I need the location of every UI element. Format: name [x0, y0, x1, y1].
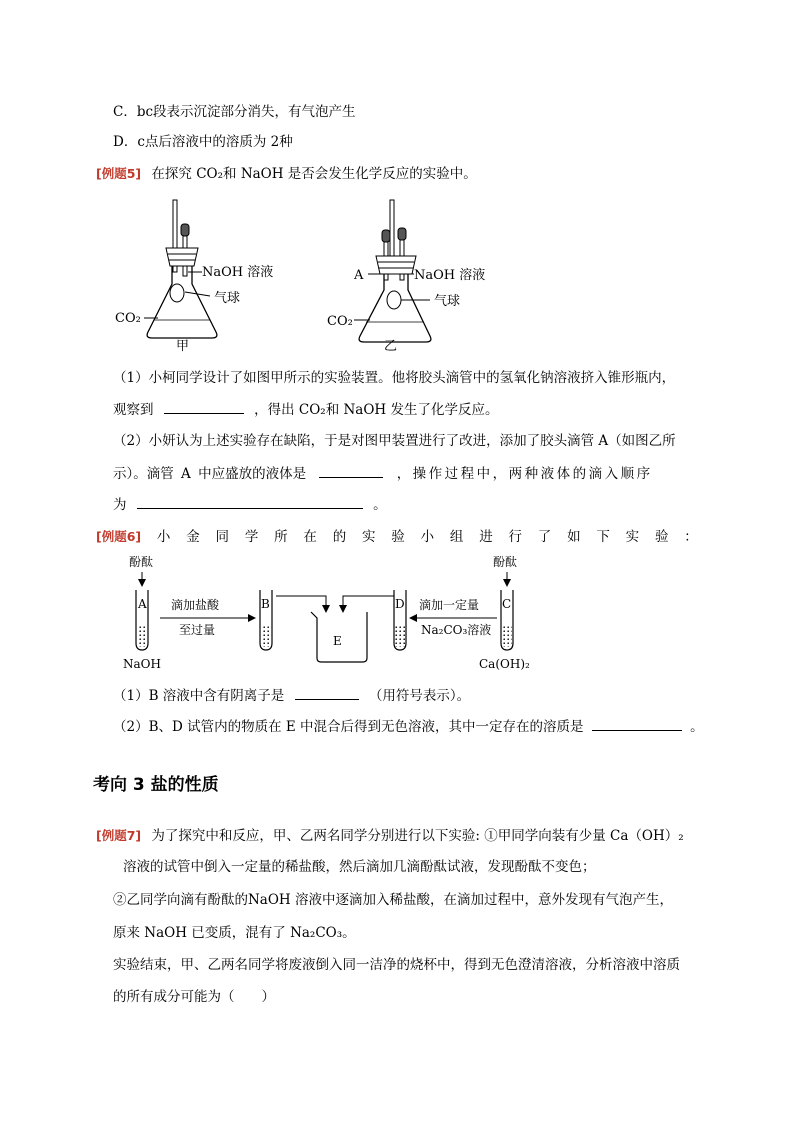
ex5-q1-line1: （1）小柯同学设计了如图甲所示的实验装置。他将胶头滴管中的氢氧化钠溶液挤入锥形瓶内，: [113, 370, 676, 386]
apparatus-figure-jia: [110, 192, 300, 357]
ex6-q1-text-a: （1）B 溶液中含有阴离子是: [113, 688, 285, 704]
arrow1-top-label: 滴加盐酸: [171, 598, 220, 612]
jia-co2-label: CO₂: [115, 311, 141, 326]
example-5-heading: [96, 165, 477, 183]
ex5-q2-text-c: 为: [113, 497, 127, 513]
beaker-e-label: E: [333, 634, 342, 648]
ex6-intro-char: 同: [215, 529, 230, 545]
ex7-line6: 的所有成分可能为（ ）: [113, 989, 275, 1005]
yi-caption: 乙: [384, 339, 398, 354]
test-tube-diagram: [115, 550, 545, 678]
ex7-line3: ②乙同学向滴有酚酞的NaOH 溶液中逐滴加入稀盐酸，在滴加过程中，意外发现有气泡产生，: [113, 892, 673, 908]
ex6-intro-char: 所: [274, 529, 288, 545]
ex6-intro-char: 下: [596, 529, 610, 545]
option-d: D．c点后溶液中的溶质为 2种: [113, 134, 293, 150]
ex7-line4: 原来 NaOH 已变质，混有了 Na₂CO₃。: [113, 925, 356, 941]
ex5-q2-text-a: 示）。滴管 A 中应盛放的液体是: [113, 466, 307, 482]
example-7-line1: [96, 827, 684, 845]
ex5-q1-text-a: 观察到: [113, 402, 154, 418]
ex5-q2-line2: [113, 463, 653, 483]
example-6-heading: [96, 528, 698, 546]
tube-d-label: D: [395, 597, 405, 611]
ex6-q2-text-b: 。: [690, 719, 704, 735]
ex6-intro-char: 学: [244, 529, 259, 545]
ex6-intro-char: 实: [362, 529, 376, 545]
ex6-intro-char: 行: [508, 529, 522, 545]
tube-a-label: A: [138, 597, 147, 611]
ex6-intro-char: 验: [654, 529, 669, 545]
ex6-intro-char: 如: [567, 529, 581, 545]
phenol-right-label: 酚酞: [493, 555, 518, 569]
ex6-q2-answer-blank[interactable]: [592, 716, 682, 731]
yi-co2-label: CO₂: [327, 314, 353, 329]
caoh2-label: Ca(OH)₂: [479, 657, 530, 671]
ex6-q1: [113, 685, 470, 705]
ex6-intro-char: 实: [625, 529, 640, 545]
example-5-intro: 在探究 CO₂和 NaOH 是否会发生化学反应的实验中。: [151, 166, 477, 182]
ex5-q2-text-b: ，操作过程中，两种液体的滴入顺序: [396, 466, 653, 482]
ex5-q1-line2: [113, 399, 498, 419]
ex7-line2: 溶液的试管中倒入一定量的稀盐酸，然后滴加几滴酚酞试液，发现酚酞不变色；: [123, 859, 596, 875]
ex5-q2-answer-blank-1[interactable]: [319, 463, 383, 478]
example-5-tag: [例题5]: [96, 166, 142, 181]
option-c: C．bc段表示沉淀部分消失，有气泡产生: [113, 104, 356, 120]
jia-naoh-label: NaOH 溶液: [202, 265, 274, 280]
ex7-line5: 实验结束，甲、乙两名同学将废液倒入同一洁净的烧杯中，得到无色澄清溶液，分析溶液中溶质: [113, 957, 680, 973]
jia-caption: 甲: [176, 339, 190, 354]
jia-balloon-label: 气球: [214, 291, 241, 306]
ex5-q1-answer-blank[interactable]: [164, 399, 244, 414]
example-6-tag: [例题6]: [96, 529, 142, 544]
ex6-intro-char: 小: [420, 529, 435, 545]
ex6-intro-char: 了: [537, 529, 552, 545]
ex6-intro-char: 验: [391, 529, 405, 545]
tube-b-label: B: [261, 597, 270, 611]
apparatus-figure-yi: [324, 192, 524, 357]
ex5-q2-answer-blank-2[interactable]: [137, 494, 363, 509]
ex6-q2-text-a: （2）B、D 试管内的物质在 E 中混合后得到无色溶液，其中一定存在的溶质是: [113, 719, 584, 735]
example-7-tag: [例题7]: [96, 828, 142, 843]
ex6-intro-char: 组: [449, 529, 464, 545]
ex5-q2-line3: [113, 494, 387, 514]
yi-balloon-label: 气球: [434, 294, 461, 309]
tube-c-label: C: [502, 597, 512, 611]
ex6-q1-answer-blank[interactable]: [295, 685, 359, 700]
yi-naoh-label: NaOH 溶液: [414, 268, 486, 283]
ex6-intro-char: 的: [332, 529, 347, 545]
arrow1-bottom-label: 至过量: [179, 623, 216, 637]
ex6-intro-char: ：: [684, 529, 698, 545]
ex6-intro-char: 金: [186, 529, 200, 545]
ex6-intro-char: 小: [156, 529, 171, 545]
section-3-title: 考向 3 盐的性质: [93, 775, 219, 795]
naoh-label: NaOH: [123, 657, 161, 671]
yi-a-label: A: [354, 268, 364, 283]
arrow2-bottom-label: Na₂CO₃溶液: [421, 623, 492, 637]
phenol-left-label: 酚酞: [129, 555, 154, 569]
ex6-q2: [113, 716, 704, 736]
ex7-line1-text: 为了探究中和反应，甲、乙两名同学分别进行以下实验: ①甲同学向装有少量 Ca（OH）₂: [151, 828, 684, 844]
ex6-intro-char: 进: [479, 529, 493, 545]
ex5-q2-text-d: 。: [373, 497, 387, 513]
ex6-q1-text-b: （用符号表示）。: [368, 688, 471, 704]
ex5-q2-line1: （2）小妍认为上述实验存在缺陷，于是对图甲装置进行了改进，添加了胶头滴管 A（如图乙所: [113, 433, 676, 449]
ex5-q1-text-b: ，得出 CO₂和 NaOH 发生了化学反应。: [254, 402, 499, 418]
arrow2-top-label: 滴加一定量: [419, 598, 480, 612]
ex6-intro-char: 在: [303, 529, 317, 545]
